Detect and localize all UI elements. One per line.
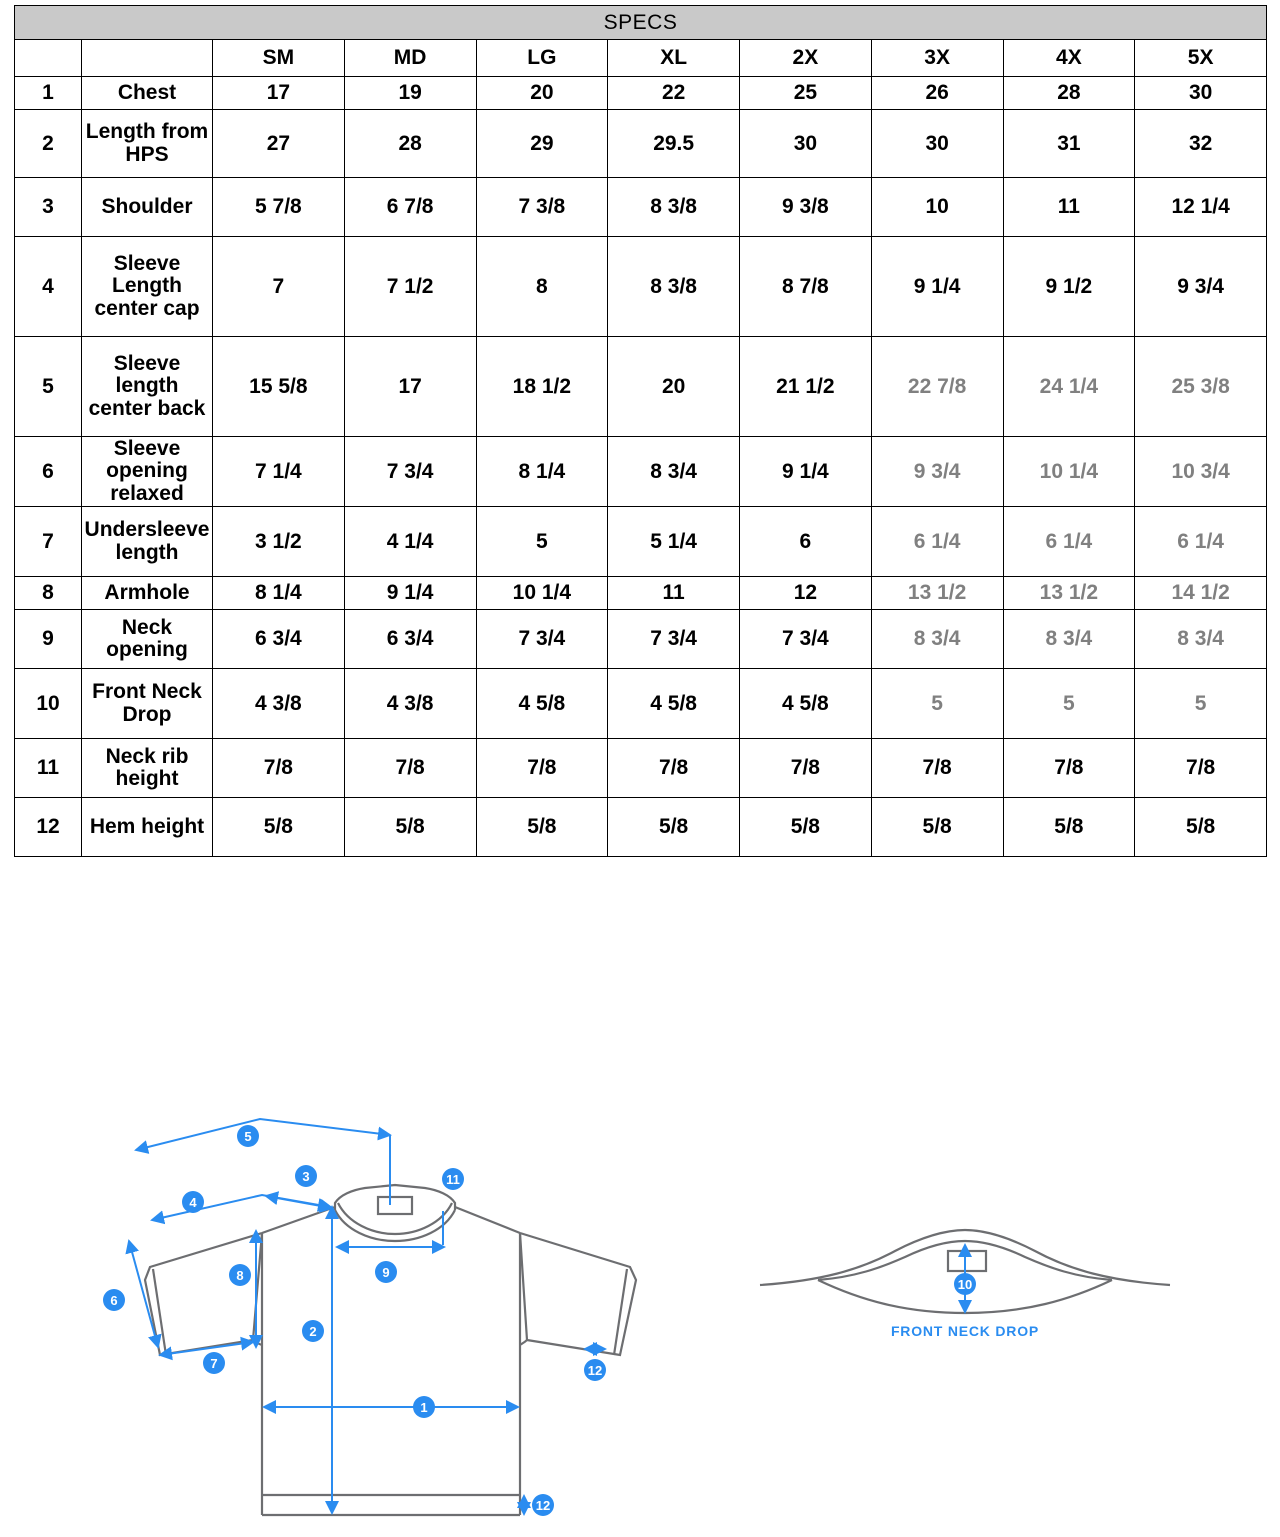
cell-value: 5 — [871, 669, 1003, 739]
table-row — [15, 437, 1267, 507]
cell-value: 7 3/8 — [476, 178, 608, 237]
cell-value: 4 5/8 — [740, 669, 872, 739]
cell-value: 26 — [871, 77, 1003, 110]
cell-value: 20 — [608, 337, 740, 437]
row-measurement-label: Neck opening — [82, 610, 213, 669]
cell-value: 10 — [871, 178, 1003, 237]
size-header-md: MD — [344, 40, 476, 77]
measure-line-4 — [152, 1195, 330, 1220]
size-header-row — [15, 40, 1267, 77]
cell-value: 4 1/4 — [344, 507, 476, 577]
cell-value: 8 3/8 — [608, 237, 740, 337]
corner-cell-measure — [82, 40, 213, 77]
row-number: 4 — [15, 237, 82, 337]
table-row — [15, 178, 1267, 237]
table-row — [15, 798, 1267, 857]
cell-value: 5 — [476, 507, 608, 577]
cell-value: 13 1/2 — [1003, 577, 1135, 610]
callout-badge-8 — [229, 1264, 251, 1286]
callout-badges — [103, 1125, 976, 1516]
cell-value: 10 1/4 — [1003, 437, 1135, 507]
row-measurement-label: Chest — [82, 77, 213, 110]
cell-value: 12 1/4 — [1135, 178, 1267, 237]
measurement-diagram — [0, 1055, 1280, 1537]
table-row — [15, 610, 1267, 669]
corner-cell-number — [15, 40, 82, 77]
cell-value: 8 3/8 — [608, 178, 740, 237]
row-measurement-label: Undersleeve length — [82, 507, 213, 577]
callout-badge-4 — [182, 1191, 204, 1213]
cell-value: 6 1/4 — [1135, 507, 1267, 577]
row-measurement-label: Hem height — [82, 798, 213, 857]
cell-value: 7 3/4 — [740, 610, 872, 669]
cell-value: 4 3/8 — [344, 669, 476, 739]
row-measurement-label: Sleeve length center back — [82, 337, 213, 437]
cell-value: 30 — [871, 110, 1003, 178]
table-row — [15, 77, 1267, 110]
cell-value: 4 5/8 — [476, 669, 608, 739]
front-neck-drop-caption: FRONT NECK DROP — [890, 1323, 1040, 1339]
callout-label-9: 9 — [382, 1265, 390, 1280]
size-header-lg: LG — [476, 40, 608, 77]
table-row — [15, 669, 1267, 739]
callout-badge-7 — [203, 1352, 225, 1374]
cell-value: 9 1/4 — [871, 237, 1003, 337]
cell-value: 32 — [1135, 110, 1267, 178]
row-number: 9 — [15, 610, 82, 669]
row-measurement-label: Shoulder — [82, 178, 213, 237]
table-row — [15, 577, 1267, 610]
callout-label-12b: 12 — [535, 1498, 551, 1513]
callout-badge-5 — [237, 1125, 259, 1147]
cell-value: 28 — [344, 110, 476, 178]
specs-table — [14, 5, 1267, 857]
cell-value: 22 — [608, 77, 740, 110]
cell-value: 24 1/4 — [1003, 337, 1135, 437]
cell-value: 7 3/4 — [476, 610, 608, 669]
cell-value: 6 1/4 — [871, 507, 1003, 577]
callout-label-3: 3 — [302, 1169, 310, 1184]
cell-value: 5 — [1135, 669, 1267, 739]
row-number: 12 — [15, 798, 82, 857]
callout-label-4: 4 — [189, 1195, 197, 1210]
cell-value: 8 3/4 — [1003, 610, 1135, 669]
cell-value: 22 7/8 — [871, 337, 1003, 437]
cell-value: 8 3/4 — [871, 610, 1003, 669]
cell-value: 5 7/8 — [213, 178, 345, 237]
cell-value: 28 — [1003, 77, 1135, 110]
cell-value: 4 3/8 — [213, 669, 345, 739]
cell-value: 17 — [344, 337, 476, 437]
callout-badge-3 — [295, 1165, 317, 1187]
callout-label-1: 1 — [420, 1400, 428, 1415]
callout-label-12a: 12 — [587, 1363, 603, 1378]
cell-value: 3 1/2 — [213, 507, 345, 577]
cell-value: 15 5/8 — [213, 337, 345, 437]
callout-badge-12b — [532, 1494, 554, 1516]
row-measurement-label: Sleeve opening relaxed — [82, 437, 213, 507]
cell-value: 9 1/4 — [740, 437, 872, 507]
callout-label-10: 10 — [957, 1277, 973, 1292]
cell-value: 29.5 — [608, 110, 740, 178]
cell-value: 12 — [740, 577, 872, 610]
callout-label-2: 2 — [309, 1324, 317, 1339]
cell-value: 6 3/4 — [213, 610, 345, 669]
callout-badge-12a — [584, 1359, 606, 1381]
measure-line-7 — [160, 1342, 253, 1355]
cell-value: 9 1/4 — [344, 577, 476, 610]
table-row — [15, 237, 1267, 337]
cell-value: 6 7/8 — [344, 178, 476, 237]
cell-value: 8 1/4 — [213, 577, 345, 610]
cell-value: 9 3/4 — [1135, 237, 1267, 337]
cell-value: 7/8 — [344, 739, 476, 798]
cell-value: 7/8 — [608, 739, 740, 798]
row-number: 3 — [15, 178, 82, 237]
cell-value: 5/8 — [608, 798, 740, 857]
cell-value: 6 1/4 — [1003, 507, 1135, 577]
cell-value: 5/8 — [1003, 798, 1135, 857]
size-header-4x: 4X — [1003, 40, 1135, 77]
row-number: 2 — [15, 110, 82, 178]
measure-line-5 — [136, 1119, 390, 1150]
specs-title: SPECS — [15, 6, 1267, 40]
callout-label-11: 11 — [446, 1172, 460, 1187]
cell-value: 29 — [476, 110, 608, 178]
cell-value: 6 — [740, 507, 872, 577]
callout-label-7: 7 — [210, 1356, 218, 1371]
size-header-2x: 2X — [740, 40, 872, 77]
specs-title-row — [15, 6, 1267, 40]
cell-value: 7 1/4 — [213, 437, 345, 507]
row-number: 5 — [15, 337, 82, 437]
table-row — [15, 337, 1267, 437]
size-header-xl: XL — [608, 40, 740, 77]
callout-badge-2 — [302, 1320, 324, 1342]
cell-value: 5 — [1003, 669, 1135, 739]
cell-value: 5/8 — [1135, 798, 1267, 857]
callout-label-6: 6 — [110, 1293, 118, 1308]
row-measurement-label: Length from HPS — [82, 110, 213, 178]
table-row — [15, 110, 1267, 178]
row-measurement-label: Neck rib height — [82, 739, 213, 798]
callout-badge-11 — [442, 1168, 464, 1190]
cell-value: 21 1/2 — [740, 337, 872, 437]
cell-value: 25 3/8 — [1135, 337, 1267, 437]
cell-value: 9 1/2 — [1003, 237, 1135, 337]
cell-value: 30 — [740, 110, 872, 178]
size-header-5x: 5X — [1135, 40, 1267, 77]
row-measurement-label: Front Neck Drop — [82, 669, 213, 739]
cell-value: 20 — [476, 77, 608, 110]
cell-value: 9 3/8 — [740, 178, 872, 237]
cell-value: 30 — [1135, 77, 1267, 110]
cell-value: 31 — [1003, 110, 1135, 178]
cell-value: 7/8 — [871, 739, 1003, 798]
row-measurement-label: Sleeve Length center cap — [82, 237, 213, 337]
table-row — [15, 507, 1267, 577]
callout-badge-9 — [375, 1261, 397, 1283]
size-header-sm: SM — [213, 40, 345, 77]
table-row — [15, 739, 1267, 798]
callout-badge-1 — [413, 1396, 435, 1418]
cell-value: 7 3/4 — [344, 437, 476, 507]
cell-value: 9 3/4 — [871, 437, 1003, 507]
measure-line-3 — [266, 1196, 332, 1208]
cell-value: 25 — [740, 77, 872, 110]
cell-value: 5 1/4 — [608, 507, 740, 577]
cell-value: 10 3/4 — [1135, 437, 1267, 507]
cell-value: 5/8 — [344, 798, 476, 857]
callout-badge-10 — [954, 1273, 976, 1295]
cell-value: 18 1/2 — [476, 337, 608, 437]
callout-label-8: 8 — [236, 1268, 244, 1283]
cell-value: 11 — [1003, 178, 1135, 237]
row-number: 6 — [15, 437, 82, 507]
row-number: 8 — [15, 577, 82, 610]
row-measurement-label: Armhole — [82, 577, 213, 610]
specs-table-container — [14, 5, 1266, 857]
cell-value: 7 3/4 — [608, 610, 740, 669]
cell-value: 19 — [344, 77, 476, 110]
row-number: 1 — [15, 77, 82, 110]
cell-value: 5/8 — [476, 798, 608, 857]
cell-value: 8 3/4 — [1135, 610, 1267, 669]
cell-value: 14 1/2 — [1135, 577, 1267, 610]
callout-badge-6 — [103, 1289, 125, 1311]
measure-line-6 — [129, 1241, 158, 1347]
cell-value: 8 — [476, 237, 608, 337]
cell-value: 7 1/2 — [344, 237, 476, 337]
cell-value: 8 1/4 — [476, 437, 608, 507]
cell-value: 4 5/8 — [608, 669, 740, 739]
cell-value: 6 3/4 — [344, 610, 476, 669]
row-number: 7 — [15, 507, 82, 577]
cell-value: 10 1/4 — [476, 577, 608, 610]
cell-value: 27 — [213, 110, 345, 178]
cell-value: 17 — [213, 77, 345, 110]
cell-value: 7 — [213, 237, 345, 337]
tee-shirt-outline — [145, 1185, 636, 1515]
cell-value: 5/8 — [740, 798, 872, 857]
cell-value: 13 1/2 — [871, 577, 1003, 610]
callout-label-5: 5 — [244, 1129, 252, 1144]
cell-value: 5/8 — [871, 798, 1003, 857]
cell-value: 7/8 — [476, 739, 608, 798]
size-header-3x: 3X — [871, 40, 1003, 77]
cell-value: 7/8 — [1135, 739, 1267, 798]
row-number: 11 — [15, 739, 82, 798]
cell-value: 8 7/8 — [740, 237, 872, 337]
cell-value: 5/8 — [213, 798, 345, 857]
cell-value: 11 — [608, 577, 740, 610]
cell-value: 7/8 — [213, 739, 345, 798]
cell-value: 7/8 — [1003, 739, 1135, 798]
cell-value: 7/8 — [740, 739, 872, 798]
cell-value: 8 3/4 — [608, 437, 740, 507]
row-number: 10 — [15, 669, 82, 739]
